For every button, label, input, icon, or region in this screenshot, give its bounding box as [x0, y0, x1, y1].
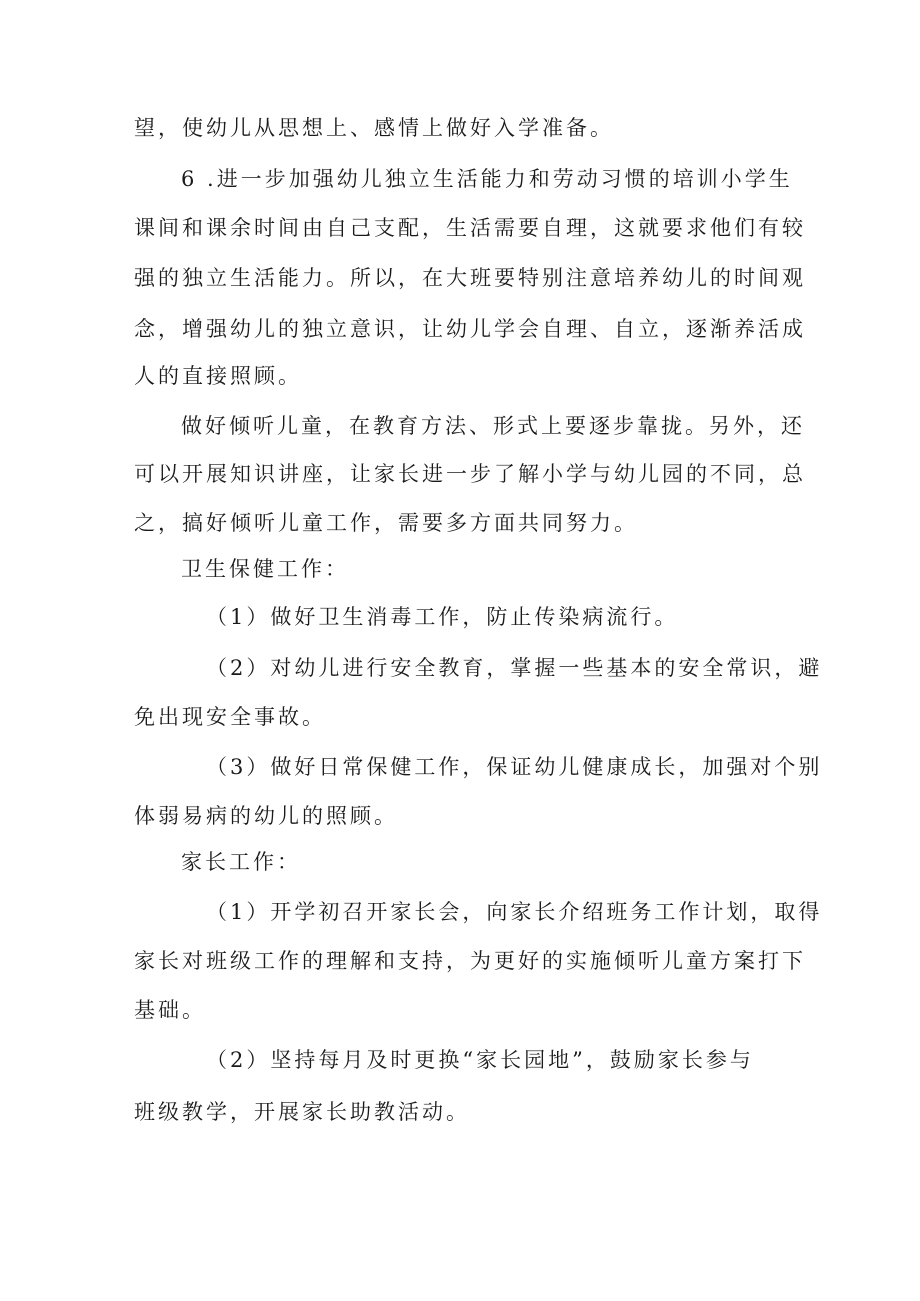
list-item: （1）开学初召开家长会，向家长介绍班务工作计划，取得 [206, 900, 823, 924]
text-line: 人的直接照顾。 [134, 364, 302, 388]
section-heading: 家长工作： [181, 850, 301, 874]
text-line: 家长对班级工作的理解和支持，为更好的实施倾听儿童方案打下 [134, 949, 806, 973]
text-line: 6 .进一步加强幼儿独立生活能力和劳动习惯的培训小学生 [181, 167, 793, 191]
text-line: 班级教学，开展家长助教活动。 [134, 1100, 470, 1124]
text-line: 强的独立生活能力。所以，在大班要特别注意培养幼儿的时间观 [134, 266, 806, 290]
text-line: 课间和课余时间由自己支配，生活需要自理，这就要求他们有较 [134, 216, 806, 240]
list-item: （1）做好卫生消毒工作，防止传染病流行。 [206, 605, 679, 629]
section-heading: 卫生保健工作： [181, 557, 349, 581]
list-item: （3）做好日常保健工作，保证幼儿健康成长，加强对个别 [206, 755, 823, 779]
list-item: （2）坚持每月及时更换“家长园地”，鼓励家长参与 [206, 1048, 754, 1072]
text-line: 体弱易病的幼儿的照顾。 [134, 804, 398, 828]
text-line: 念，增强幼儿的独立意识，让幼儿学会自理、自立，逐渐养活成 [134, 317, 806, 341]
text-line: 做好倾听儿童，在教育方法、形式上要逐步靠拢。另外，还 [181, 414, 805, 438]
text-line: 可以开展知识讲座，让家长进一步了解小学与幼儿园的不同，总 [134, 462, 806, 486]
text-line: 免出现安全事故。 [134, 705, 326, 729]
text-line: 望，使幼儿从思想上、感情上做好入学准备。 [134, 116, 614, 140]
text-line: 基础。 [134, 998, 206, 1022]
text-line: 之，搞好倾听儿童工作，需要多方面共同努力。 [134, 511, 638, 535]
list-item: （2）对幼儿进行安全教育，掌握一些基本的安全常识，避 [206, 656, 823, 680]
